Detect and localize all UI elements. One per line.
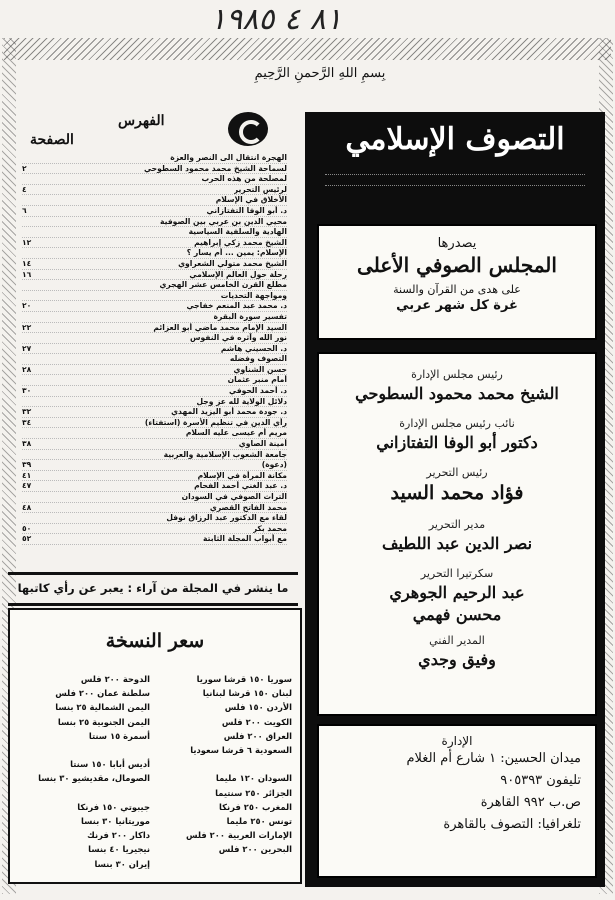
toc-item-title: د. أحمد الحوفي — [229, 386, 287, 396]
toc-item-page: ١٤ — [22, 258, 32, 268]
price-entry: نيجيريا ٤٠ بنسا — [88, 844, 150, 855]
toc-item-title: جامعة الشعوب الإسلامية والعربية — [163, 449, 287, 459]
toc-item-page: ٤٨ — [22, 502, 32, 512]
staff-box — [317, 352, 597, 716]
toc-item — [22, 259, 287, 270]
administration-box — [317, 724, 597, 878]
toc-item-title: الهجرة انتقال الى النصر والعزة — [170, 153, 287, 162]
toc-item — [22, 354, 287, 365]
toc-item — [22, 492, 287, 503]
price-entry: سلطنة عمان ٢٠٠ فلس — [55, 688, 150, 699]
toc-item-title: الهادية والسلفية السياسية — [188, 227, 287, 237]
toc-item-title: لقاء مع الدكتور عبد الرزاق نوفل — [166, 513, 287, 523]
toc-item — [22, 460, 287, 471]
toc-item — [22, 217, 287, 228]
disclaimer: ما ينشر في المجلة من آراء : يعبر عن رأي كاتبها — [8, 572, 298, 606]
toc-item — [22, 471, 287, 482]
toc-item — [22, 428, 287, 439]
toc-item — [22, 439, 287, 450]
toc-item — [22, 365, 287, 376]
price-entry: اليمن الجنوبية ٢٥ بنسا — [57, 716, 150, 727]
toc-item — [22, 312, 287, 323]
index-page-label: الصفحة — [30, 132, 74, 148]
price-entry: الدوحة ٢٠٠ فلس — [80, 674, 150, 684]
toc-item — [22, 503, 287, 514]
toc-item-title: لرئيس التحرير — [233, 184, 287, 194]
toc-item — [22, 534, 287, 545]
administration-phone: تليفون ٩٠٥٣٩٣ — [500, 773, 581, 788]
toc-item — [22, 481, 287, 492]
publisher-frequency: غرة كل شهر عربي — [396, 298, 518, 313]
price-list-right — [162, 672, 292, 857]
price-entry: الصومال، مقديشيو ٣٠ بنسا — [38, 773, 150, 784]
toc-item-title: محيي الدين بن عربي بين الصوفية — [160, 216, 287, 226]
staff-name: محسن فهمي — [412, 605, 502, 624]
staff-role: مدير التحرير — [428, 518, 486, 531]
toc-item-title: الشيخ محمد زكي إبراهيم — [194, 237, 287, 247]
toc-item — [22, 153, 287, 164]
toc-item — [22, 375, 287, 386]
price-entry: المغرب ٢٥٠ فرنكا — [218, 801, 292, 812]
toc-item-title: رحلة حول العالم الإسلامي — [189, 269, 287, 279]
toc-item-title: رأي الدين في تنظيم الأسرة (استفتاء) — [144, 417, 287, 427]
toc-item-title: محمد بكر — [252, 523, 287, 533]
toc-item-title: مطلع القرن الخامس عشر الهجري — [159, 280, 287, 290]
staff-role: سكرتيرا التحرير — [420, 567, 494, 580]
toc-item-title: السيد الإمام محمد ماضي أبو العزائم — [153, 322, 287, 332]
staff-role: المدير الفني — [429, 634, 485, 647]
administration-po-box: ص.ب ٩٩٢ القاهرة — [480, 795, 581, 810]
price-entry: السودان ١٢٠ مليما — [215, 773, 292, 784]
toc-item-page: ٥٢ — [22, 534, 32, 544]
toc-item — [22, 386, 287, 397]
basmala: بِسمِ اللهِ الرَّحمنِ الرَّحِيمِ — [254, 66, 386, 81]
price-entry: أسمرة ١٥ سنتا — [88, 730, 150, 741]
toc-item-title: د. جودة محمد أبو اليزيد المهدي — [171, 407, 287, 417]
toc-item — [22, 397, 287, 408]
publisher-name: المجلس الصوفي الأعلى — [357, 253, 557, 277]
toc-item-title: دلائل الولاية لله عز وجل — [196, 396, 287, 406]
toc-item — [22, 164, 287, 175]
decorative-border-top — [4, 38, 611, 60]
publisher-box — [317, 224, 597, 340]
price-entry: تونس ٢٥٠ مليما — [226, 816, 292, 827]
price-entry: الإمارات العربية ٢٠٠ فلس — [186, 830, 292, 841]
toc-item-title: مكانة المرأة في الإسلام — [197, 470, 287, 480]
staff-list — [319, 354, 595, 669]
price-entry: موريتانيا ٣٠ بنسا — [81, 816, 150, 827]
toc-item-page: ٣٩ — [22, 460, 32, 470]
price-entry: البحرين ٢٠٠ فلس — [218, 844, 292, 855]
toc-item-title: أمام منبر عثمان — [227, 375, 287, 385]
toc-item — [22, 227, 287, 238]
price-entry: الأردن ١٥٠ فلس — [224, 702, 292, 713]
toc-item-title: أمينة الصاوي — [238, 439, 287, 449]
price-title: سعر النسخة — [105, 630, 205, 652]
publisher-intro: يصدرها — [437, 236, 477, 251]
staff-name: عبد الرحيم الجوهري — [389, 583, 525, 602]
table-of-contents — [22, 153, 287, 545]
price-entry: داكار ٢٠٠ فرنك — [87, 830, 150, 841]
staff-name: فؤاد محمد السيد — [390, 482, 524, 504]
toc-item — [22, 291, 287, 302]
toc-item-page: ٢٠ — [22, 301, 32, 311]
toc-item-page: ٦ — [22, 205, 27, 215]
toc-item — [22, 418, 287, 429]
price-box — [8, 608, 302, 884]
toc-item — [22, 195, 287, 206]
toc-item-title: (دعوة) — [261, 460, 287, 470]
publisher-guidance: على هدى من القرآن والسنة — [393, 283, 521, 296]
toc-item-title: مريم أم عيسى عليه السلام — [185, 428, 287, 438]
toc-item-page: ٤ — [22, 184, 27, 194]
toc-item-title: مع أبواب المجلة الثابتة — [203, 534, 287, 544]
toc-item — [22, 344, 287, 355]
toc-item-title: حسن الشناوي — [233, 364, 287, 374]
administration-title: الإدارة — [441, 734, 473, 748]
toc-item-title: تفسير سورة البقرة — [213, 311, 287, 321]
magazine-title: التصوف الإسلامي — [345, 122, 565, 157]
toc-item-title: نور الله وآثره في النفوس — [189, 333, 287, 343]
toc-item — [22, 323, 287, 334]
price-entry: السعودية ٦ قرشا سعوديا — [190, 745, 292, 756]
toc-item-title: لسماحة الشيخ محمد محمود السطوحي — [144, 163, 287, 173]
toc-item-title: الشيخ محمد متولي الشعراوي — [178, 258, 287, 268]
price-entry: الكويت ٢٠٠ فلس — [221, 716, 292, 727]
toc-item-page: ١٦ — [22, 269, 32, 279]
price-entry: العراق ٢٠٠ فلس — [223, 730, 292, 741]
toc-item — [22, 248, 287, 259]
toc-item-page: ١٢ — [22, 237, 32, 247]
price-entry — [162, 757, 292, 771]
masthead-panel — [305, 112, 605, 887]
toc-item-page: ٢٧ — [22, 343, 32, 353]
price-list-left — [20, 672, 150, 871]
toc-item — [22, 185, 287, 196]
toc-item-title: د. عبد الغني أحمد الفحام — [194, 481, 287, 491]
toc-item — [22, 333, 287, 344]
toc-item — [22, 270, 287, 281]
price-entry — [20, 786, 150, 800]
staff-name: دكتور أبو الوفا التفتازاني — [376, 433, 538, 452]
toc-item-title: الإسلام: يمين ... أم يسار ؟ — [186, 248, 287, 258]
index-title: الفهرس — [118, 113, 165, 129]
toc-item-title: د. أبو الوفا التفتازاني — [206, 205, 287, 215]
toc-item-page: ٣٢ — [22, 407, 32, 417]
staff-name: الشيخ محمد محمود السطوحي — [355, 384, 559, 403]
toc-item — [22, 407, 287, 418]
toc-item — [22, 174, 287, 185]
toc-item-page: ٣٠ — [22, 386, 32, 396]
toc-item-page: ٣٨ — [22, 439, 32, 449]
toc-item-title: التصوف وفضله — [229, 354, 287, 364]
toc-item — [22, 513, 287, 524]
toc-item — [22, 524, 287, 535]
price-entry: جيبوتي ١٥٠ فرنكا — [77, 801, 150, 812]
toc-item-page: ٢٨ — [22, 364, 32, 374]
staff-role: رئيس التحرير — [426, 466, 488, 479]
toc-item-title: د. الحسيني هاشم — [220, 343, 287, 353]
price-entry: لبنان ١٥٠ قرشا لبنانيا — [202, 688, 292, 699]
magazine-logo-icon — [228, 112, 268, 146]
toc-item — [22, 450, 287, 461]
toc-item-title: الأخلاق في الإسلام — [215, 195, 287, 205]
toc-item-page: ٢٢ — [22, 322, 32, 332]
price-entry: إيران ٣٠ بنسا — [94, 858, 150, 869]
staff-name: نصر الدين عبد اللطيف — [381, 534, 533, 553]
staff-name: وفيق وجدي — [418, 650, 496, 669]
toc-item — [22, 301, 287, 312]
toc-item-title: د. محمد عبد المنعم خفاجي — [186, 301, 287, 311]
toc-item-page: ٥٠ — [22, 523, 32, 533]
price-entry: الجزائر ٢٥٠ سنتيما — [215, 787, 292, 798]
staff-role: نائب رئيس مجلس الإدارة — [399, 417, 515, 430]
price-entry: سوريا ١٥٠ قرشا سوريا — [196, 674, 292, 684]
toc-item — [22, 206, 287, 217]
toc-item-page: ٤١ — [22, 470, 32, 480]
toc-item — [22, 238, 287, 249]
toc-item — [22, 280, 287, 291]
handwritten-date: ٨١ ٤ ١٩٨٥ — [210, 2, 342, 37]
toc-item-page: ٣٤ — [22, 417, 32, 427]
staff-role: رئيس مجلس الإدارة — [411, 368, 503, 381]
toc-item-page: ٢ — [22, 163, 27, 173]
toc-item-title: التراث الصوفي في السودان — [181, 492, 287, 501]
price-entry: اليمن الشمالية ٢٥ بنسا — [55, 702, 150, 713]
toc-item-title: ومواجهة التحديات — [220, 290, 287, 300]
administration-address: ميدان الحسين: ١ شارع أم الغلام — [406, 751, 581, 766]
toc-item-title: لمصلحة من هذه الحرب — [201, 174, 287, 184]
title-underline — [325, 174, 585, 186]
toc-item-page: ٤٧ — [22, 481, 32, 491]
price-entry: أديس أبابا ١٥٠ سنتا — [70, 759, 150, 770]
price-entry — [20, 743, 150, 757]
toc-item-title: محمد الفاتح القصري — [209, 502, 287, 512]
administration-telegraph: تلغرافيا: التصوف بالقاهرة — [443, 817, 581, 832]
